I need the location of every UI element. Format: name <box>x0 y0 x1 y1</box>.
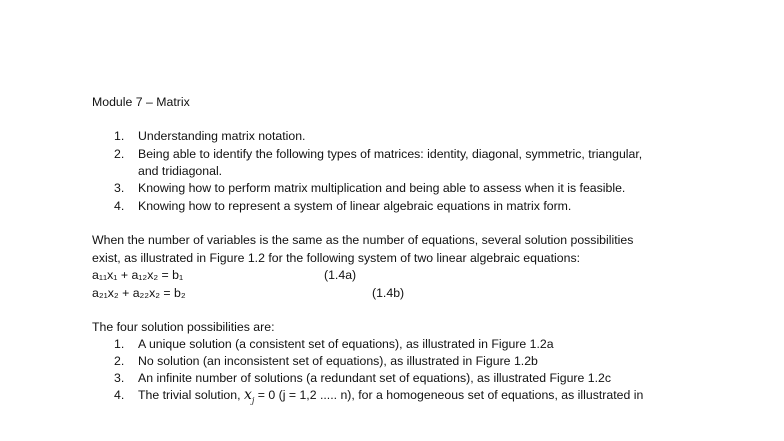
variable-xj: $x_j$ <box>243 387 255 405</box>
equation-label: (1.4b) <box>372 286 405 300</box>
document-page: Module 7 – Matrix 1. Understanding matrix notation. 2. Being able to identify the following types of matrices: identity, diagonal, symmetric, triangular, and tridiagonal. 3. Knowing how to perform matrix multiplication and being able to assess when it is feasible. 4. Knowing how to represent a system of linear algebraic equations in matrix form. When the number of variables is the same as the number of equations, several solution possibilities exist, as illustrated in Figure 1.2 for the following system of two linear algebraic equations: a₁₁x₁ + a₁₂x₂ = b₁ (1.4a) a₂₁x₂ + a₂₂x₂ = b₂ (1.4b) The four solution possibilities are: 1. A unique solution (a consistent set of equations), as illustrated in Figure 1.2a 2. No solution (an inconsistent set of equations), as illustrated in Figure 1.2b 3. An infinite number of solutions (a redundant set of equations), as illustrated Figure 1.2c 4. The trivial solution, $x_j = 0$ (j = 1,2 ..... n), for a homogeneous set of equations, as illustrated in <box>92 95 644 405</box>
equation-label: (1.4a) <box>324 268 357 282</box>
